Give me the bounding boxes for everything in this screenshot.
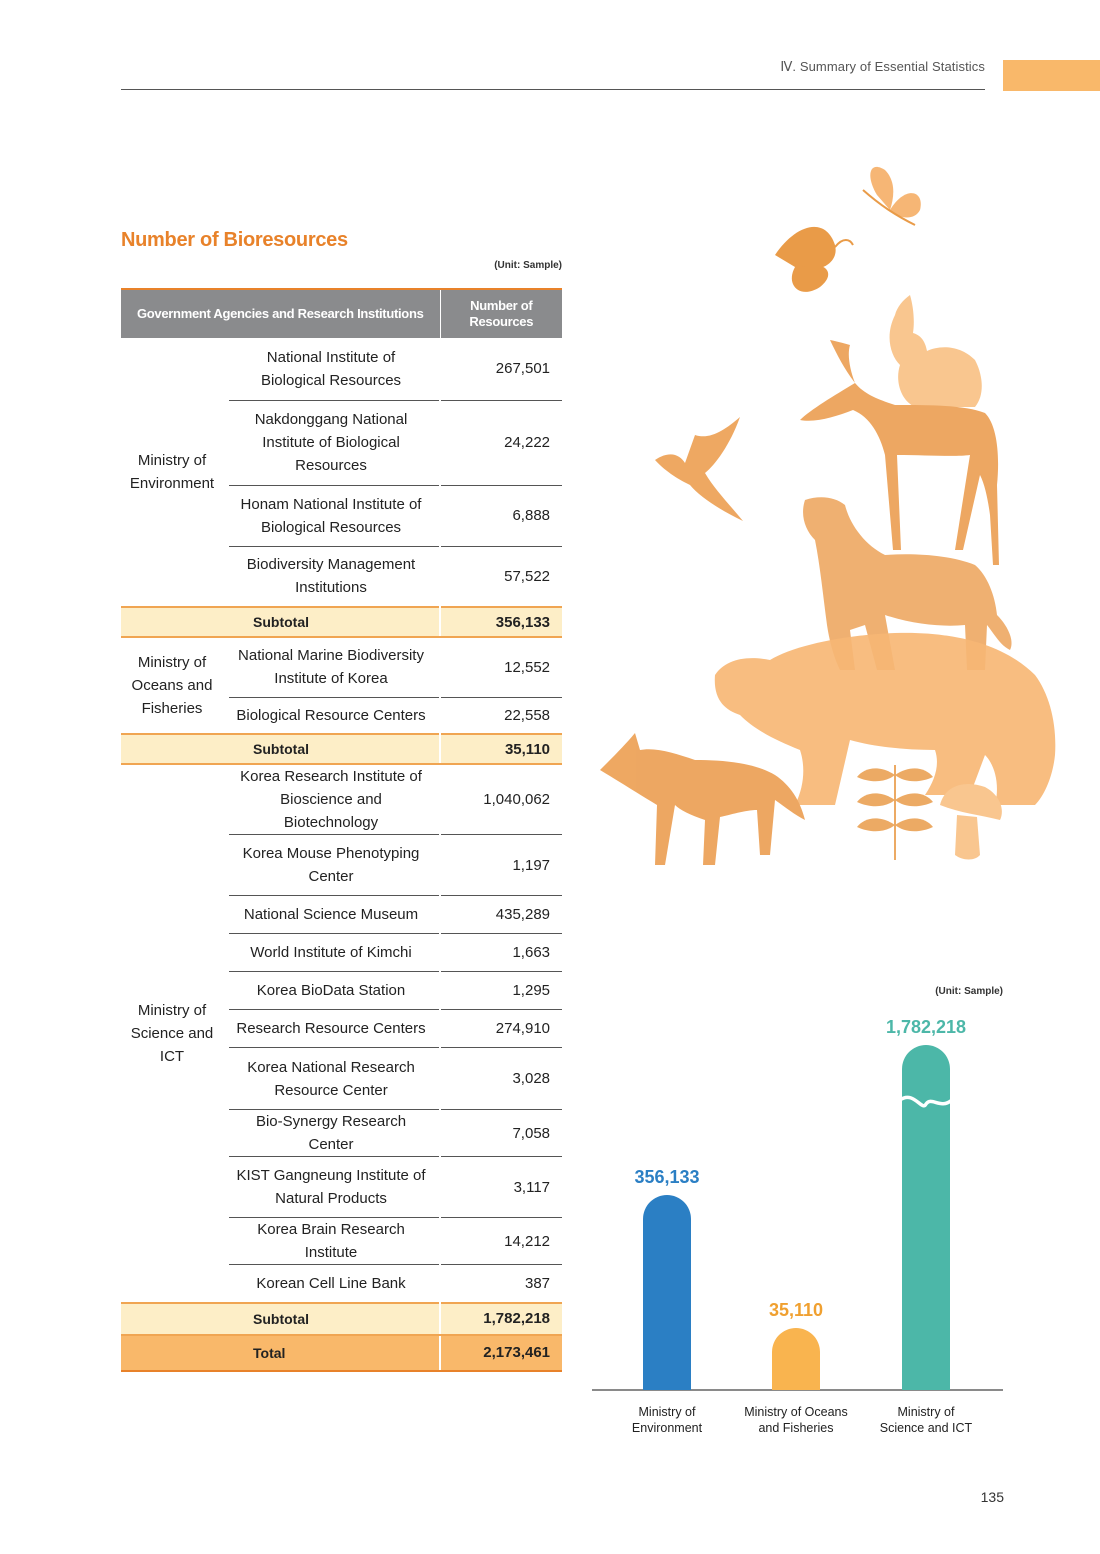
institution-name: Honam National Institute of Biological Resources [229, 485, 440, 546]
header-rule [121, 89, 985, 90]
subtotal-row [121, 734, 562, 764]
table-row [121, 637, 562, 697]
institution-name: Korea National Research Resource Center [229, 1048, 440, 1110]
category-label-2: Ministry of Science and ICT [879, 1405, 973, 1435]
category-label-0: Ministry of Environment [631, 1405, 703, 1435]
resource-count: 14,212 [440, 1218, 562, 1265]
resource-count: 1,197 [440, 835, 562, 896]
total-value: 2,173,461 [440, 1335, 562, 1371]
subtotal-value: 1,782,218 [440, 1303, 562, 1335]
table-header-row [121, 289, 562, 338]
resource-count: 1,040,062 [440, 764, 562, 835]
total-row [121, 1335, 562, 1371]
subtotal-row [121, 1303, 562, 1335]
institution-name: Korea Research Institute of Bioscience and Biotechnology [229, 764, 440, 835]
resource-count: 274,910 [440, 1010, 562, 1048]
plant-icon [857, 765, 933, 860]
resource-count: 435,289 [440, 896, 562, 934]
resource-count: 6,888 [440, 485, 562, 546]
resource-count: 1,295 [440, 972, 562, 1010]
institution-name: Research Resource Centers [229, 1010, 440, 1048]
institution-name: Korea Mouse Phenotyping Center [229, 835, 440, 896]
institution-name: World Institute of Kimchi [229, 934, 440, 972]
resource-count: 24,222 [440, 400, 562, 485]
resource-count: 3,028 [440, 1048, 562, 1110]
bar-chart [590, 980, 1010, 1450]
bar-1 [772, 1328, 820, 1390]
table-unit-label: (Unit: Sample) [494, 260, 562, 271]
institution-name: Biological Resource Centers [229, 697, 440, 734]
category-label-1: Ministry of Oceans and Fisheries [744, 1405, 848, 1435]
data-label-2: 1,782,218 [885, 1017, 967, 1037]
table-row [121, 338, 562, 400]
mushroom-icon [940, 784, 1002, 859]
resource-count: 267,501 [440, 338, 562, 400]
total-label: Total [229, 1335, 440, 1371]
bird-icon [655, 417, 743, 521]
data-label-1: 35,110 [768, 1300, 824, 1320]
butterfly-icon [863, 167, 921, 225]
resource-count: 1,663 [440, 934, 562, 972]
institution-name: National Marine Biodiversity Institute of Korea [229, 637, 440, 697]
table-row [121, 764, 562, 835]
header-number: Number of Resources [440, 289, 562, 338]
subtotal-label: Subtotal [229, 734, 440, 764]
agency-environment: Ministry of Environment [129, 452, 215, 492]
institution-name: Korea BioData Station [229, 972, 440, 1010]
running-header: Ⅳ. Summary of Essential Statistics [780, 59, 985, 74]
bar-0 [643, 1195, 691, 1390]
institution-name: Korea Brain Research Institute [229, 1218, 440, 1265]
resource-count: 3,117 [440, 1157, 562, 1218]
institution-name: KIST Gangneung Institute of Natural Products [229, 1157, 440, 1218]
institution-name: National Science Museum [229, 896, 440, 934]
subtotal-value: 356,133 [440, 607, 562, 637]
institution-name: National Institute of Biological Resources [229, 338, 440, 400]
subtotal-row [121, 607, 562, 637]
institution-name: Korean Cell Line Bank [256, 1274, 406, 1292]
subtotal-value: 35,110 [440, 734, 562, 764]
bioresources-table [121, 288, 562, 1372]
chart-unit-label: (Unit: Sample) [935, 986, 1003, 997]
header-institutions: Government Agencies and Research Institutions [121, 289, 440, 338]
agency-oceans: Ministry of Oceans and Fisheries [131, 654, 213, 717]
header-tab-accent [1003, 60, 1100, 91]
resource-count: 387 [440, 1265, 562, 1303]
section-title: Number of Bioresources [121, 229, 348, 251]
page-number: 135 [980, 1489, 1004, 1505]
fox-icon [600, 733, 805, 865]
resource-count: 57,522 [440, 546, 562, 607]
resource-count: 7,058 [440, 1110, 562, 1157]
institution-name: Bio-Synergy Research Center [229, 1110, 440, 1157]
institution-name: Biodiversity Management Institutions [229, 546, 440, 607]
animal-illustration [595, 155, 1065, 875]
resource-count: 22,558 [440, 697, 562, 734]
data-label-0: 356,133 [634, 1167, 700, 1187]
agency-science-ict: Ministry of Science and ICT [130, 1001, 214, 1065]
subtotal-label: Subtotal [229, 607, 440, 637]
resource-count: 12,552 [440, 637, 562, 697]
institution-name: Nakdonggang National Institute of Biological Resources [229, 400, 440, 485]
rabbit-icon [890, 295, 982, 407]
butterfly-icon [775, 227, 853, 292]
subtotal-label: Subtotal [229, 1303, 440, 1335]
